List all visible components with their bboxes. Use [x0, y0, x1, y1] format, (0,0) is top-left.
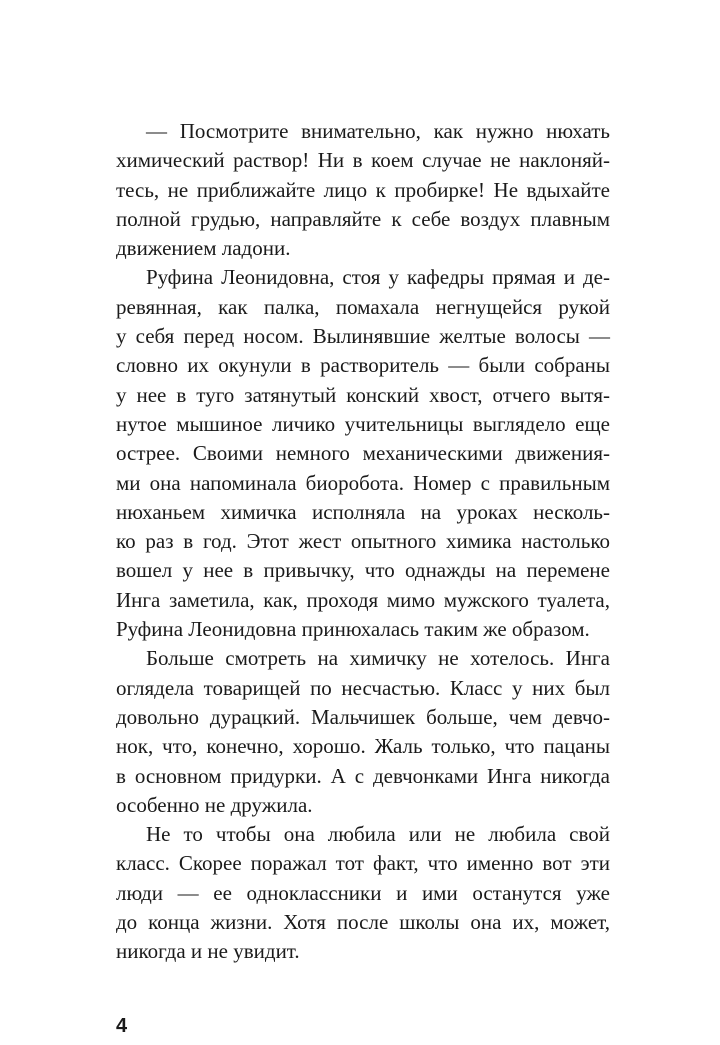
text-line: у нее в туго затянутый конский хвост, отчего вытя- [116, 382, 610, 407]
text-line: Руфина Леонидовна, стоя у кафедры прямая и де- [146, 265, 610, 290]
text-line: ко раз в год. Этот жест опытного химика настолько [116, 529, 610, 554]
text-line: ми она напоминала биоробота. Номер с правильным [116, 470, 610, 495]
text-line: химический раствор! Ни в коем случае не наклоняй- [116, 148, 610, 173]
text-line: в основном придурки. А с девчонками Инга никогда [116, 763, 610, 788]
text-line: нюханьем химичка исполняла на уроках несколь- [116, 499, 610, 524]
paragraph-4 [116, 820, 610, 966]
text-line: оглядела товарищей по несчастью. Класс у них был [116, 675, 610, 700]
text-line: особенно не дружила. [116, 792, 313, 817]
text-line: довольно дурацкий. Мальчишек больше, чем девчо- [116, 704, 610, 729]
text-line: Не то чтобы она любила или не любила свой [146, 822, 610, 847]
page-number: 4 [116, 1015, 128, 1037]
text-line: никогда и не увидит. [116, 939, 300, 964]
body-text [116, 117, 610, 967]
text-line: тесь, не приближайте лицо к пробирке! Не вдыхайте [116, 177, 610, 202]
text-line: Руфина Леонидовна принюхалась таким же образом. [116, 617, 590, 642]
text-line: у себя перед носом. Вылинявшие желтые волосы — [116, 324, 610, 349]
text-line: вошел у нее в привычку, что однажды на перемене [116, 558, 610, 583]
text-line: нок, что, конечно, хорошо. Жаль только, что пацаны [116, 734, 610, 759]
text-line: полной грудью, направляйте к себе воздух плавным [116, 206, 610, 231]
paragraph-2 [116, 263, 610, 644]
text-line: нутое мышиное личико учительницы выглядело еще [116, 411, 610, 436]
text-line: Больше смотреть на химичку не хотелось. Инга [146, 646, 610, 671]
paragraph-1 [116, 117, 610, 263]
text-line: острее. Своими немного механическими движения- [116, 441, 610, 466]
text-line: класс. Скорее поражал тот факт, что именно вот эти [116, 851, 610, 876]
text-line: движением ладони. [116, 236, 291, 261]
text-line: люди — ее одноклассники и ими останутся уже [116, 880, 610, 905]
text-line: словно их окунули в растворитель — были собраны [116, 353, 610, 378]
text-line: до конца жизни. Хотя после школы она их, может, [116, 910, 610, 935]
text-line: — Посмотрите внимательно, как нужно нюхать [146, 119, 610, 143]
text-line: ревянная, как палка, помахала негнущейся рукой [116, 294, 610, 319]
text-line: Инга заметила, как, проходя мимо мужского туалета, [116, 587, 610, 612]
paragraph-3 [116, 644, 610, 820]
